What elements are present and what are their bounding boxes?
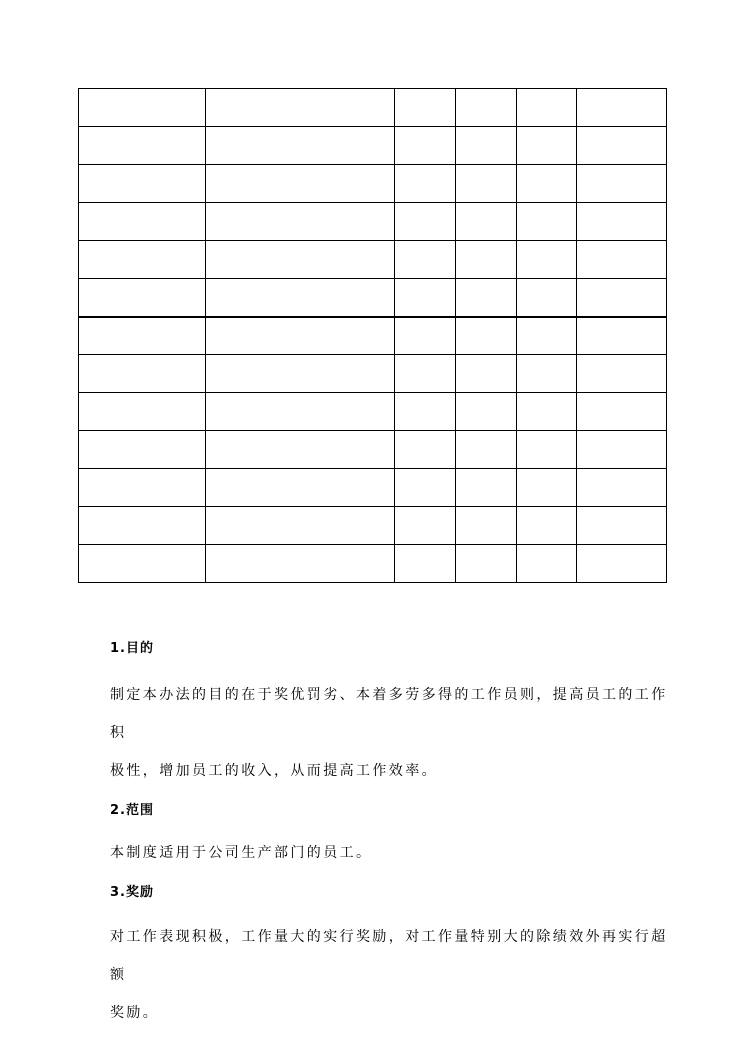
- table-cell: [577, 165, 667, 203]
- table-row: [79, 317, 667, 355]
- table-cell: [395, 203, 456, 241]
- table-cell: [577, 507, 667, 545]
- table-cell: [395, 393, 456, 431]
- table-cell: [456, 203, 517, 241]
- table-cell: [577, 279, 667, 317]
- table-cell: [517, 355, 577, 393]
- table-cell: [206, 203, 395, 241]
- table-cell: [79, 469, 206, 507]
- table-row: [79, 203, 667, 241]
- table-row: [79, 469, 667, 507]
- table-cell: [79, 431, 206, 469]
- table-cell: [456, 393, 517, 431]
- table-cell: [79, 165, 206, 203]
- table-cell: [517, 165, 577, 203]
- blank-form-table: [78, 88, 667, 583]
- table-cell: [206, 165, 395, 203]
- table-cell: [206, 279, 395, 317]
- table-cell: [517, 127, 577, 165]
- table-cell: [577, 393, 667, 431]
- table-cell: [206, 127, 395, 165]
- table-cell: [79, 203, 206, 241]
- table-cell: [395, 507, 456, 545]
- table-cell: [517, 241, 577, 279]
- table-cell: [517, 507, 577, 545]
- table-row: [79, 241, 667, 279]
- table-cell: [79, 317, 206, 355]
- table-cell: [395, 545, 456, 583]
- table-cell: [395, 165, 456, 203]
- table-cell: [577, 469, 667, 507]
- table-cell: [456, 431, 517, 469]
- policy-text: [110, 640, 670, 1032]
- section-heading-scope: 2.范围: [110, 803, 154, 818]
- table-cell: [206, 507, 395, 545]
- table-cell: [456, 545, 517, 583]
- table-cell: [206, 317, 395, 355]
- table-cell: [206, 393, 395, 431]
- table-cell: [395, 431, 456, 469]
- table-cell: [577, 127, 667, 165]
- table-cell: [517, 203, 577, 241]
- table-cell: [577, 431, 667, 469]
- table-cell: [206, 431, 395, 469]
- table-cell: [577, 203, 667, 241]
- table-cell: [79, 355, 206, 393]
- table-cell: [517, 545, 577, 583]
- table-row: [79, 165, 667, 203]
- table-cell: [79, 279, 206, 317]
- table-cell: [517, 393, 577, 431]
- table-cell: [577, 89, 667, 127]
- table-cell: [456, 317, 517, 355]
- table-row: [79, 127, 667, 165]
- scope-line-1: 本制度适用于公司生产部门的员工。: [110, 845, 373, 861]
- table-cell: [456, 127, 517, 165]
- table-row: [79, 507, 667, 545]
- table-cell: [517, 431, 577, 469]
- table-cell: [206, 241, 395, 279]
- purpose-line-1: 制定本办法的目的在于奖优罚劣、本着多劳多得的工作员则，提高员工的工作积: [110, 687, 668, 741]
- table-cell: [395, 279, 456, 317]
- table-cell: [517, 469, 577, 507]
- table-cell: [456, 241, 517, 279]
- table-row: [79, 89, 667, 127]
- table-cell: [577, 241, 667, 279]
- table-cell: [456, 279, 517, 317]
- table-cell: [456, 89, 517, 127]
- table-row: [79, 355, 667, 393]
- table-cell: [395, 89, 456, 127]
- table-cell: [79, 127, 206, 165]
- table-cell: [395, 317, 456, 355]
- table-cell: [79, 89, 206, 127]
- section-heading-purpose: 1.目的: [110, 641, 154, 656]
- table-cell: [456, 507, 517, 545]
- table-cell: [577, 355, 667, 393]
- table-row: [79, 545, 667, 583]
- table-cell: [517, 89, 577, 127]
- reward-line-2: 奖励。: [110, 1005, 160, 1021]
- table-cell: [206, 89, 395, 127]
- table-cell: [79, 241, 206, 279]
- table-row: [79, 431, 667, 469]
- table-cell: [79, 507, 206, 545]
- table-cell: [206, 545, 395, 583]
- purpose-line-2: 极性，增加员工的收入，从而提高工作效率。: [110, 763, 438, 779]
- table-cell: [395, 469, 456, 507]
- table-row: [79, 279, 667, 317]
- table-cell: [456, 355, 517, 393]
- section-heading-reward: 3.奖励: [110, 885, 154, 900]
- table-cell: [79, 545, 206, 583]
- table-cell: [577, 317, 667, 355]
- table-cell: [517, 279, 577, 317]
- reward-line-1: 对工作表现积极，工作量大的实行奖励，对工作量特别大的除绩效外再实行超额: [110, 929, 668, 983]
- table-cell: [395, 355, 456, 393]
- table-cell: [206, 355, 395, 393]
- table-cell: [577, 545, 667, 583]
- table-cell: [456, 165, 517, 203]
- table-row: [79, 393, 667, 431]
- table-cell: [206, 469, 395, 507]
- table-cell: [395, 127, 456, 165]
- table-cell: [395, 241, 456, 279]
- table-cell: [79, 393, 206, 431]
- table-cell: [456, 469, 517, 507]
- table-cell: [517, 317, 577, 355]
